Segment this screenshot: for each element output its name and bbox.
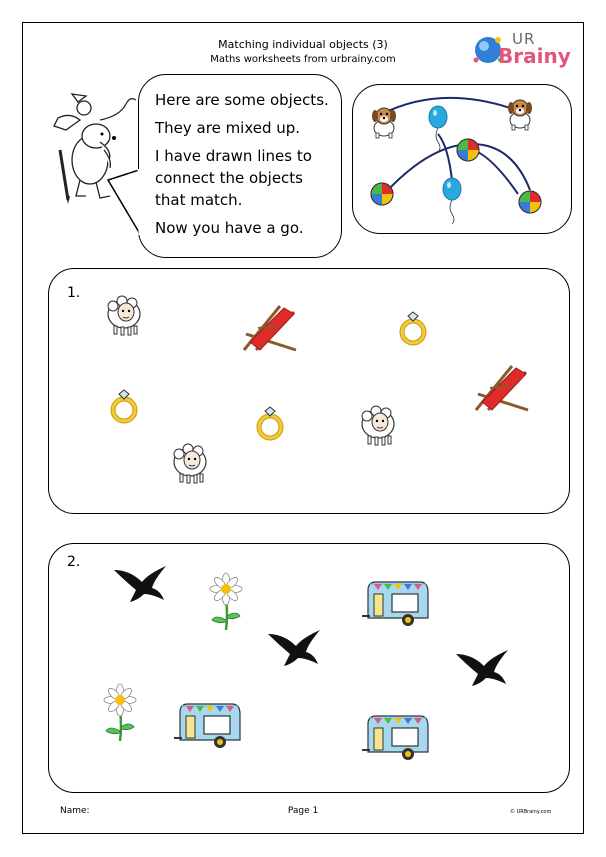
example-beach-ball-icon (371, 183, 393, 205)
example-balloon-icon (443, 178, 461, 224)
daisy-icon[interactable] (206, 572, 246, 634)
example-beach-ball-icon (457, 139, 479, 161)
footer-copyright: © URBrainy.com (510, 809, 552, 815)
logo-brainy: Brainy (498, 44, 571, 68)
urbrainy-logo (470, 30, 570, 78)
footer-name-label: Name: (60, 806, 90, 816)
sheep-icon[interactable] (170, 438, 214, 488)
deckchair-icon[interactable] (238, 298, 300, 358)
ring-icon[interactable] (397, 310, 431, 348)
swallow-icon[interactable] (454, 644, 510, 690)
example-dog-icon (372, 108, 396, 138)
speech-line-4: Now you have a go. (155, 219, 304, 237)
speech-line-1: Here are some objects. (155, 91, 329, 109)
caravan-icon[interactable] (362, 712, 432, 762)
ring-icon[interactable] (254, 405, 288, 443)
speech-line-2: They are mixed up. (155, 119, 301, 137)
deckchair-icon[interactable] (470, 358, 532, 418)
example-illustration (352, 84, 572, 234)
sheep-icon[interactable] (358, 400, 402, 450)
swallow-icon[interactable] (266, 624, 322, 670)
speech-text (155, 89, 335, 245)
swallow-icon[interactable] (112, 560, 168, 606)
speech-bubble-tail (104, 160, 156, 240)
example-beach-ball-icon (519, 191, 541, 213)
question-2-number: 2. (67, 554, 81, 570)
speech-bubble (138, 74, 342, 258)
worksheet-title: Matching individual objects (3) (218, 38, 388, 51)
example-dog-icon (508, 100, 532, 130)
daisy-icon[interactable] (100, 683, 140, 745)
footer-page-label: Page 1 (287, 806, 319, 816)
speech-line-3: I have drawn lines to connect the objects that match. (155, 147, 312, 209)
ring-icon[interactable] (108, 388, 142, 426)
worksheet-subtitle: Maths worksheets from urbrainy.com (210, 54, 396, 65)
logo-ur: UR (512, 30, 536, 48)
question-1-number: 1. (67, 285, 81, 301)
caravan-icon[interactable] (362, 578, 432, 628)
caravan-icon[interactable] (174, 700, 244, 750)
sheep-icon[interactable] (104, 290, 148, 340)
